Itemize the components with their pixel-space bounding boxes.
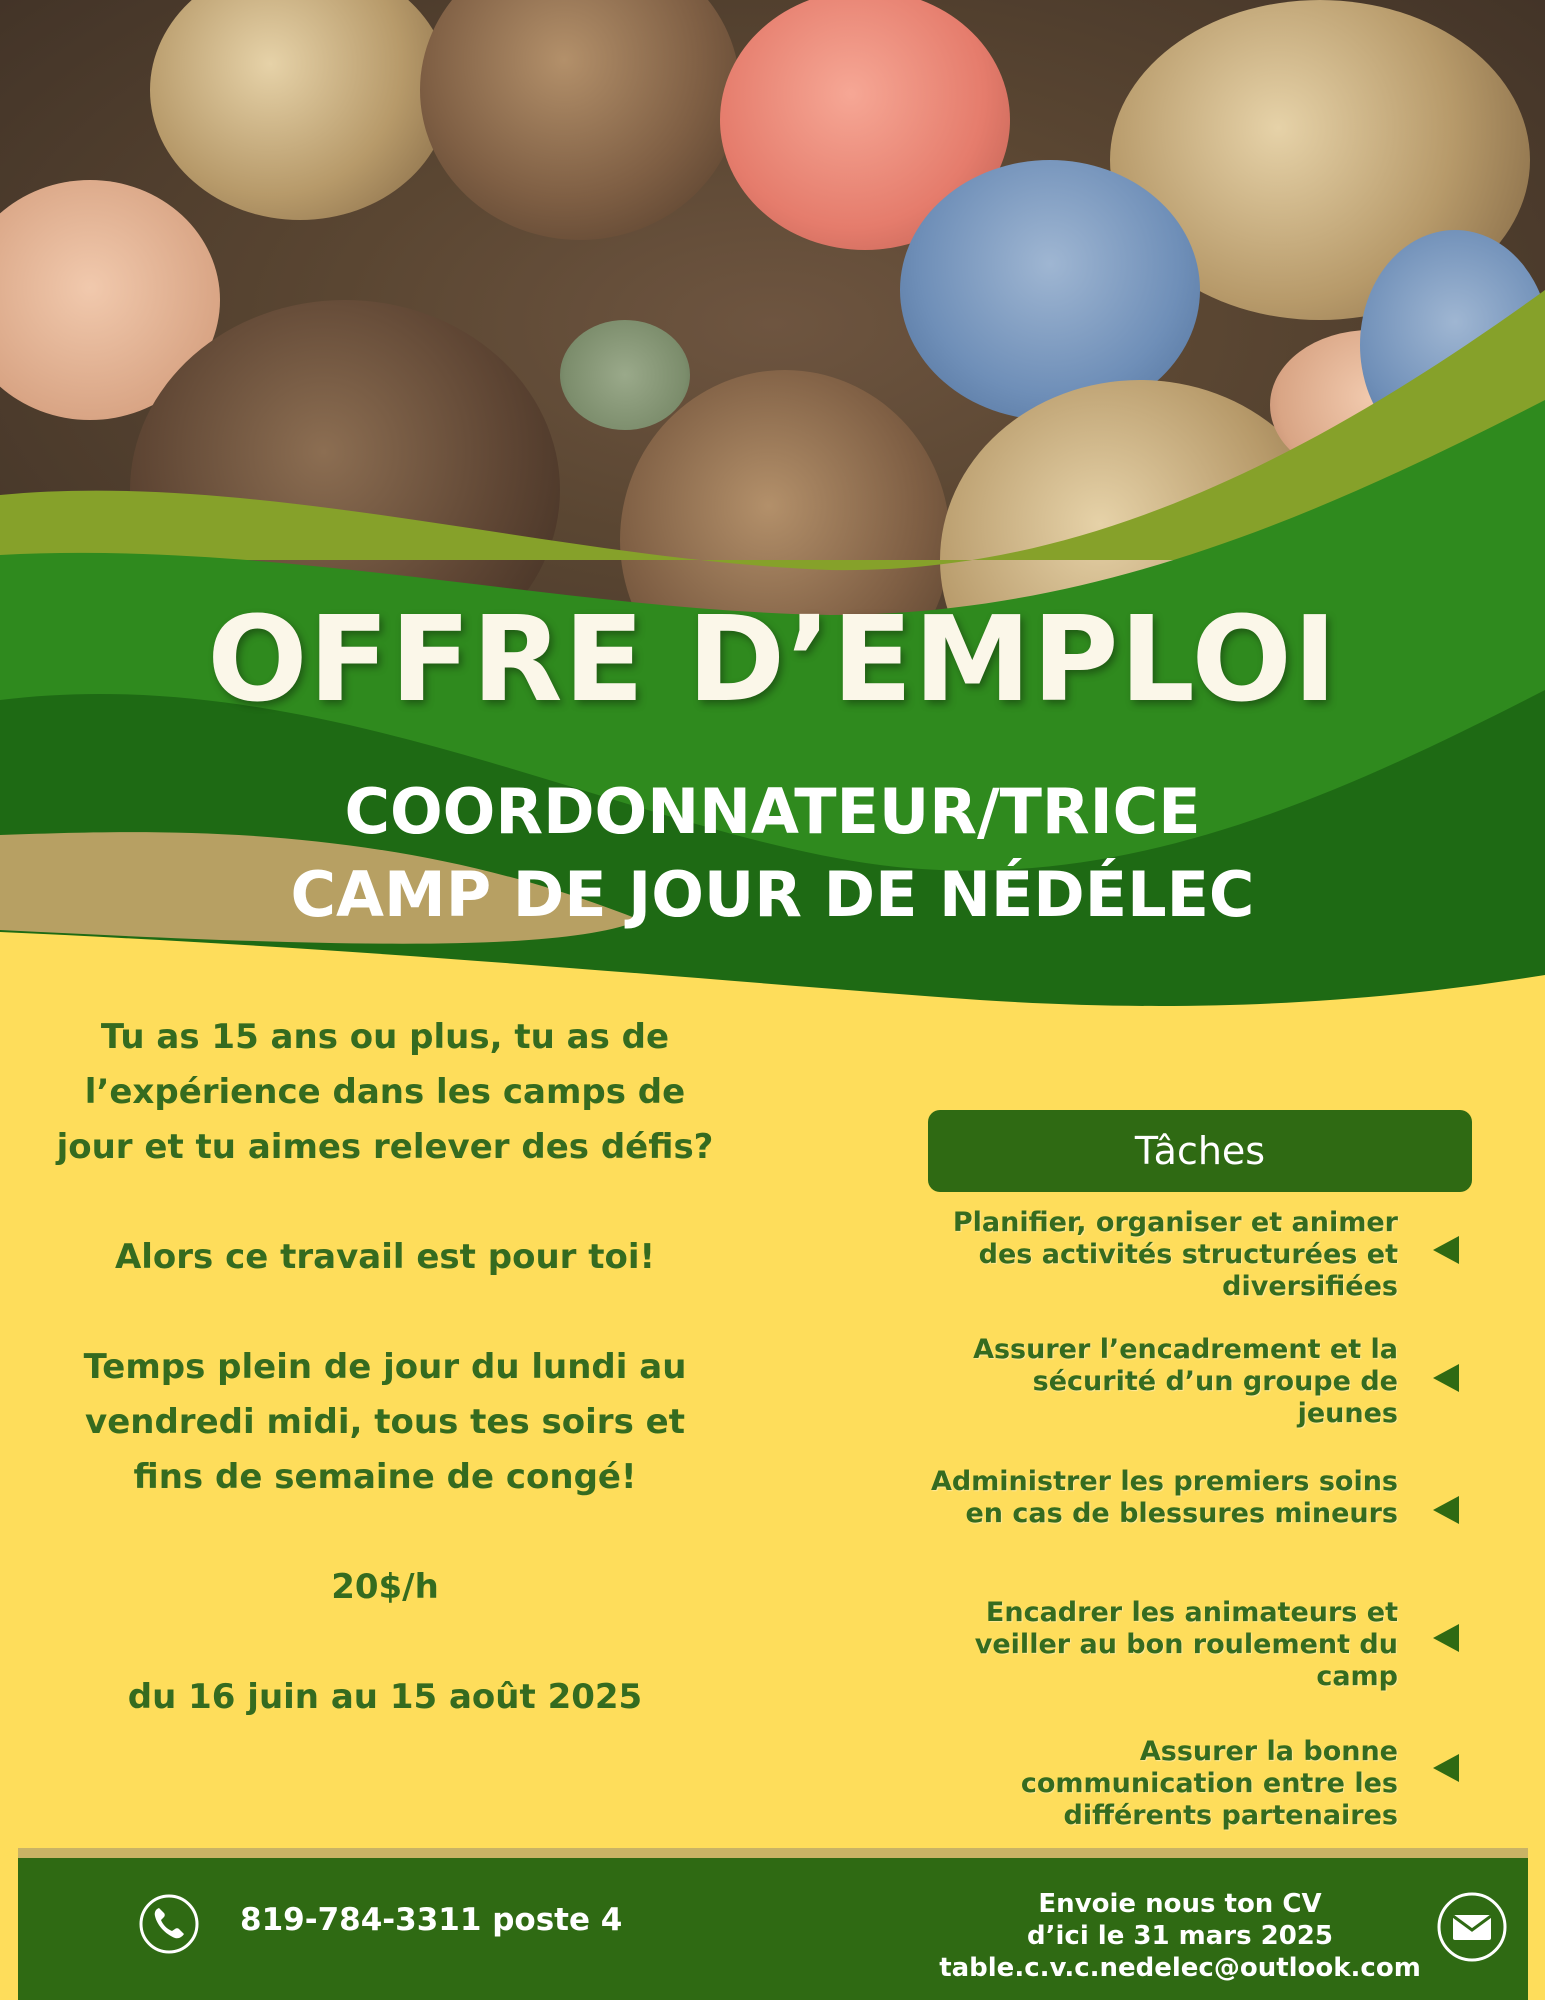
intro-wage: 20$/h <box>331 1567 439 1607</box>
triangle-left-icon <box>1433 1496 1459 1524</box>
triangle-left-icon <box>1433 1364 1459 1392</box>
intro-dates: du 16 juin au 15 août 2025 <box>127 1677 643 1717</box>
mail-icon <box>1436 1891 1508 1963</box>
triangle-left-icon <box>1433 1624 1459 1652</box>
triangle-left-icon <box>1433 1754 1459 1782</box>
cv-instructions <box>900 1888 1460 1984</box>
triangle-left-icon <box>1433 1236 1459 1264</box>
phone-icon <box>138 1893 200 1955</box>
intro-schedule: Temps plein de jour du lundi au vendredi midi, tous tes soirs et fins de semaine de congé! <box>83 1347 687 1497</box>
intro-tagline: Alors ce travail est pour toi! <box>114 1237 656 1277</box>
footer-divider <box>18 1848 1528 1858</box>
task-item-communication: Assurer la bonne communication entre les différents partenaires <box>1020 1736 1398 1831</box>
phone-number[interactable]: 819-784-3311 poste 4 <box>240 1902 623 1938</box>
page-title: OFFRE D’EMPLOI <box>207 590 1338 728</box>
task-item-supervise-youth: Assurer l’encadrement et la sécurité d’un groupe de jeunes <box>973 1334 1398 1429</box>
task-item-plan: Planifier, organiser et animer des activités structurées et diversifiées <box>952 1207 1398 1302</box>
camp-name: CAMP DE JOUR DE NÉDÉLEC <box>290 858 1255 931</box>
job-title: COORDONNATEUR/TRICE <box>344 775 1201 848</box>
email-address[interactable]: table.c.v.c.nedelec@outlook.com <box>939 1953 1421 1983</box>
tasks-header: Tâches <box>928 1110 1472 1192</box>
cv-line-1: Envoie nous ton CV <box>1038 1889 1322 1919</box>
task-item-first-aid: Administrer les premiers soins en cas de blessures mineurs <box>930 1466 1398 1529</box>
intro-question: Tu as 15 ans ou plus, tu as de l’expérience dans les camps de jour et tu aimes relever des défis? <box>56 1017 714 1167</box>
task-item-supervise-staff: Encadrer les animateurs et veiller au bon roulement du camp <box>974 1597 1398 1692</box>
intro-text <box>45 1010 725 1725</box>
cv-deadline: d’ici le 31 mars 2025 <box>1027 1921 1333 1951</box>
